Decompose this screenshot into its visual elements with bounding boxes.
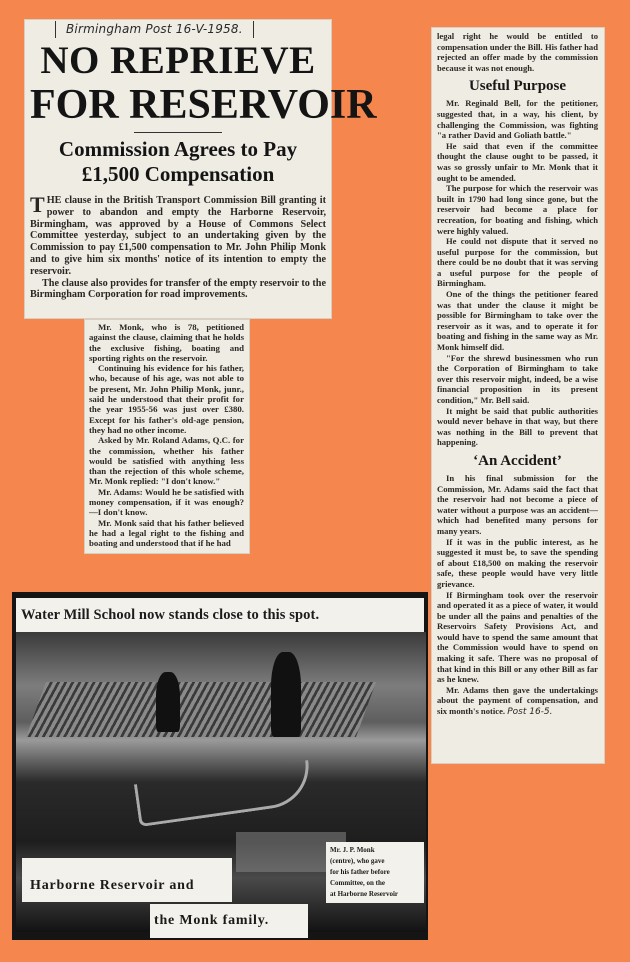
section1-paragraph: One of the things the petitioner feared was that under the clause it might be possible for Birmingham to take over the reservoir as it was, and to operate it for boating and fishing in the same way as Mr. Monk himself did. (437, 289, 598, 353)
handwritten-end-note: Post 16-5. (507, 707, 553, 718)
section2-paragraph: If Birmingham took over the reservoir and operated it as a piece of water, it would be under all the pains and penalties of the Reservoirs Safety Provisions Act, and would have to spend the same amount that the Commission would have to spend on making it safe. There was no proposal of that kind in this Bill or any other Bill as far as he knew. (437, 589, 598, 685)
handwritten-source-note: Birmingham Post 16-V-1958. (55, 21, 254, 38)
final-paragraph (437, 685, 598, 718)
continuation-paragraph: legal right he would be entitled to compensation under the Bill. His father had rejected an offer made by the commission because it was not enough. (437, 31, 598, 73)
article-intro (30, 192, 326, 301)
section-heading-an-accident: ‘An Accident’ (473, 452, 562, 469)
photo-clipping (12, 592, 428, 940)
caption-top-text: Water Mill School now stands close to this spot. (21, 607, 320, 623)
intro-paragraph-2: The clause also provides for transfer of the empty reservoir to the Birmingham Corporation for road improvements. (30, 277, 326, 301)
section2-paragraph: In his final submission for the Commission, Mr. Adams said the fact that the reservoir had not become a piece of water without a purpose was an accident—which had benefited many persons for many years. (437, 472, 598, 536)
column-paragraph: Mr. Monk said that his father believed he had a legal right to the fishing and boating and understood that if he had (89, 517, 244, 549)
photo-caption-bottom-1 (22, 858, 232, 902)
caption-bottom-2-text: the Monk family. (154, 913, 270, 928)
continuation-clipping (432, 28, 604, 763)
column-paragraph: Continuing his evidence for his father, who, because of his age, was not able to be present, Mr. John Philip Monk, junr., said he understood that their profit for the year 1955-56 was just over £380. Except for his father's old-age pension, they had no other income. (89, 363, 244, 435)
intro-text: HE clause in the British Transport Commission Bill granting it power to abandon and empty the Harborne Reservoir, Birmingham, was approved by a House of Commons Select Committee yesterday, subject to an undertaking given by the Commission to pay £1,500 compensation to Mr. John Philip Monk and to give him six months' notice of its intention to empty the reservoir. (30, 195, 326, 277)
photo-caption-top (16, 598, 424, 632)
subheadline-line-1: Commission Agrees to Pay (58, 137, 298, 161)
person-silhouette (156, 672, 180, 732)
continuation-column (437, 31, 598, 718)
press-caption-line: for his father before (330, 868, 390, 876)
column-paragraph: Mr. Monk, who is 78, petitioned against the clause, claiming that he holds the exclusive fishing, boating and sporting rights on the reservoir. (89, 322, 244, 363)
headline-clipping (25, 20, 377, 318)
press-photo-caption (326, 842, 424, 903)
column-paragraph: Mr. Adams: Would he be satisfied with money compensation, if it was enough?—I don't know. (89, 486, 244, 518)
photo-caption-bottom-2 (150, 904, 308, 938)
press-caption-line: at Harborne Reservoir (330, 890, 399, 898)
section2-paragraph: If it was in the public interest, as he suggested it must be, to save the spending of about £18,500 on making the reservoir safe, these people would have very little grievance. (437, 536, 598, 589)
headline-divider (134, 132, 222, 133)
section1-paragraph: It might be said that public authorities would never behave in that way, but there was nothing in the Bill to prevent that happening. (437, 405, 598, 448)
press-caption-line: Mr. J. P. Monk (330, 846, 375, 854)
press-caption-line: (centre), who gave (330, 857, 385, 865)
jetty-planks (26, 682, 376, 737)
person-silhouette (271, 652, 301, 737)
section1-paragraph: "For the shrewd businessmen who run the Corporation of Birmingham to take over this reservoir might, indeed, be a wise financial proposition in its present condition," Mr. Bell said. (437, 352, 598, 405)
column-paragraph: Asked by Mr. Roland Adams, Q.C. for the commission, whether his father would be satisfied with anything less than the rejection of this whole scheme, Mr. Monk replied: "I don't know." (89, 435, 244, 487)
press-caption-line: Committee, on the (330, 879, 386, 887)
boat-outline (134, 760, 314, 827)
article-column (89, 322, 244, 549)
section1-paragraph: He could not dispute that it served no useful purpose for the commission, but there could be no doubt that it was serving a useful purpose for the people of Birmingham. (437, 236, 598, 289)
intro-paragraph-1 (30, 192, 326, 278)
headline-line-2: FOR RESERVOIR (30, 82, 377, 128)
section1-paragraph: The purpose for which the reservoir was built in 1790 had long since gone, but the reservoir had become a place for recreation, for boating and fishing, which were highly valued. (437, 183, 598, 236)
section1-paragraph: He said that even if the committee thought the clause ought to be passed, it was so grossly unfair to Mr. Monk that it ought to be amended. (437, 140, 598, 183)
headline-line-1: NO REPRIEVE (40, 39, 316, 82)
subheadline-line-2: £1,500 Compensation (81, 162, 275, 186)
section1-paragraph: Mr. Reginald Bell, for the petitioner, suggested that, in a way, his client, by challenging the Commission, was fighting "a rather David and Goliath battle." (437, 98, 598, 141)
article-column-clipping (85, 320, 249, 553)
section-heading-useful-purpose: Useful Purpose (468, 78, 567, 95)
drop-cap: T (30, 192, 45, 217)
caption-bottom-1-text: Harborne Reservoir and (30, 878, 195, 893)
final-text: Mr. Adams then gave the undertakings about the payment of compensation, and six month's notice. (437, 684, 598, 717)
